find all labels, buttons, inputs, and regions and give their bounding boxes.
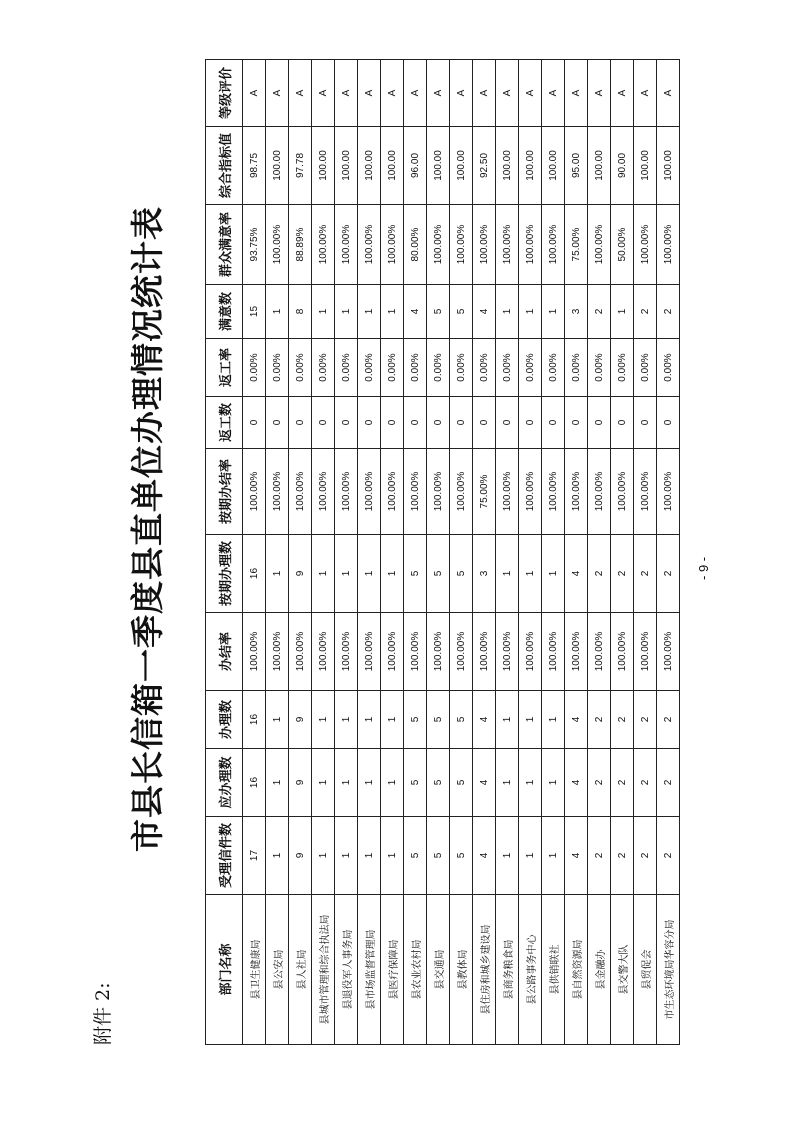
table-cell: 2: [657, 535, 680, 613]
table-cell: A: [611, 60, 634, 127]
department-name-cell: 县贸促会: [634, 895, 657, 1045]
table-row: [450, 60, 473, 1045]
table-cell: 0: [450, 397, 473, 449]
table-cell: 100.00%: [243, 449, 266, 535]
table-cell: 1: [519, 749, 542, 817]
table-cell: 100.00%: [312, 613, 335, 691]
table-cell: 100.00%: [542, 205, 565, 285]
table-cell: 100.00%: [427, 613, 450, 691]
table-cell: 75.00%: [473, 449, 496, 535]
table-cell: 1: [542, 691, 565, 749]
table-cell: 100.00%: [335, 449, 358, 535]
table-cell: A: [542, 60, 565, 127]
table-cell: 1: [335, 285, 358, 339]
table-header-row: [206, 60, 243, 1045]
table-cell: 0: [358, 397, 381, 449]
table-cell: 100.00%: [634, 449, 657, 535]
table-cell: 95.00: [565, 127, 588, 205]
table-cell: 1: [335, 817, 358, 895]
table-cell: 0.00%: [450, 339, 473, 397]
table-cell: 1: [312, 817, 335, 895]
table-cell: 1: [381, 817, 404, 895]
table-cell: 2: [634, 817, 657, 895]
table-cell: 1: [266, 691, 289, 749]
table-cell: 100.00%: [473, 613, 496, 691]
table-cell: 100.00: [266, 127, 289, 205]
table-cell: 16: [243, 691, 266, 749]
table-cell: 5: [404, 691, 427, 749]
table-cell: 4: [565, 817, 588, 895]
table-cell: 17: [243, 817, 266, 895]
department-name-cell: 县教体局: [450, 895, 473, 1045]
table-cell: 2: [611, 535, 634, 613]
department-name-cell: 县退役军人事务局: [335, 895, 358, 1045]
table-cell: 80.00%: [404, 205, 427, 285]
table-cell: 100.00%: [565, 613, 588, 691]
table-cell: A: [358, 60, 381, 127]
table-cell: 3: [473, 535, 496, 613]
table-cell: 0: [657, 397, 680, 449]
department-name-cell: 县公路事务中心: [519, 895, 542, 1045]
table-cell: 1: [542, 749, 565, 817]
table-cell: 100.00%: [312, 205, 335, 285]
table-cell: 97.78: [289, 127, 312, 205]
table-cell: 100.00%: [634, 613, 657, 691]
table-cell: 100.00: [542, 127, 565, 205]
table-cell: 1: [496, 535, 519, 613]
table-body: [243, 60, 680, 1045]
table-cell: 0.00%: [289, 339, 312, 397]
table-cell: 100.00%: [266, 205, 289, 285]
table-cell: 100.00%: [427, 449, 450, 535]
table-cell: A: [519, 60, 542, 127]
table-cell: 1: [312, 749, 335, 817]
table-cell: 90.00: [611, 127, 634, 205]
table-cell: 5: [427, 535, 450, 613]
department-name-cell: 县住房和城乡建设局: [473, 895, 496, 1045]
table-cell: 96.00: [404, 127, 427, 205]
table-cell: 100.00%: [450, 613, 473, 691]
table-cell: 100.00%: [542, 449, 565, 535]
table-cell: 16: [243, 535, 266, 613]
table-cell: 0.00%: [634, 339, 657, 397]
table-cell: 1: [381, 285, 404, 339]
table-cell: 2: [588, 535, 611, 613]
table-row: [473, 60, 496, 1045]
table-cell: 4: [565, 749, 588, 817]
table-cell: 9: [289, 749, 312, 817]
table-cell: 0: [289, 397, 312, 449]
table-cell: 4: [565, 535, 588, 613]
table-cell: 100.00%: [588, 449, 611, 535]
table-cell: 100.00: [519, 127, 542, 205]
table-cell: 100.00: [358, 127, 381, 205]
table-cell: A: [496, 60, 519, 127]
table-cell: 2: [634, 749, 657, 817]
department-name-cell: 县交通局: [427, 895, 450, 1045]
table-cell: 2: [588, 285, 611, 339]
column-header: 满意数: [206, 285, 243, 339]
column-header: 应办理数: [206, 749, 243, 817]
table-cell: 5: [404, 749, 427, 817]
table-cell: 0.00%: [542, 339, 565, 397]
table-cell: A: [565, 60, 588, 127]
department-name-cell: 县供销联社: [542, 895, 565, 1045]
table-cell: 2: [634, 691, 657, 749]
table-cell: 100.00%: [657, 613, 680, 691]
table-cell: 1: [381, 535, 404, 613]
table-cell: 100.00%: [588, 613, 611, 691]
table-cell: 93.75%: [243, 205, 266, 285]
table-cell: 100.00: [312, 127, 335, 205]
table-cell: 2: [634, 285, 657, 339]
table-cell: 0: [542, 397, 565, 449]
table-row: [611, 60, 634, 1045]
table-cell: 5: [427, 691, 450, 749]
table-cell: 0.00%: [312, 339, 335, 397]
table-cell: 0.00%: [519, 339, 542, 397]
table-cell: 2: [657, 817, 680, 895]
table-cell: 100.00%: [519, 449, 542, 535]
table-cell: 1: [358, 817, 381, 895]
table-cell: 100.00%: [381, 205, 404, 285]
table-cell: 88.89%: [289, 205, 312, 285]
table-cell: 100.00%: [611, 613, 634, 691]
table-cell: 2: [657, 749, 680, 817]
table-cell: 0.00%: [243, 339, 266, 397]
table-cell: 2: [657, 691, 680, 749]
table-cell: 2: [588, 691, 611, 749]
table-cell: A: [335, 60, 358, 127]
table-cell: 100.00%: [358, 449, 381, 535]
table-cell: 0: [496, 397, 519, 449]
table-cell: 100.00%: [312, 449, 335, 535]
department-name-cell: 县自然资源局: [565, 895, 588, 1045]
table-cell: 100.00%: [335, 613, 358, 691]
column-header: 按期办结率: [206, 449, 243, 535]
table-cell: 1: [335, 691, 358, 749]
table-cell: 100.00%: [634, 205, 657, 285]
column-header: 受理信件数: [206, 817, 243, 895]
table-cell: 1: [266, 749, 289, 817]
table-cell: A: [243, 60, 266, 127]
table-cell: 1: [312, 535, 335, 613]
table-cell: 1: [335, 535, 358, 613]
table-cell: 100.00%: [657, 449, 680, 535]
column-header: 群众满意率: [206, 205, 243, 285]
table-cell: 1: [266, 285, 289, 339]
department-name-cell: 县交警大队: [611, 895, 634, 1045]
table-row: [243, 60, 266, 1045]
column-header: 返工率: [206, 339, 243, 397]
table-cell: 1: [266, 817, 289, 895]
table-cell: 4: [473, 691, 496, 749]
table-cell: 0: [335, 397, 358, 449]
table-cell: 1: [496, 817, 519, 895]
department-name-cell: 县人社局: [289, 895, 312, 1045]
table-cell: 9: [289, 535, 312, 613]
table-cell: 0.00%: [565, 339, 588, 397]
table-cell: 100.00%: [588, 205, 611, 285]
table-cell: 0: [312, 397, 335, 449]
table-cell: 100.00%: [542, 613, 565, 691]
department-name-cell: 县公安局: [266, 895, 289, 1045]
table-cell: 100.00%: [404, 449, 427, 535]
table-cell: 0.00%: [496, 339, 519, 397]
table-cell: 0: [266, 397, 289, 449]
table-cell: 100.00%: [266, 613, 289, 691]
table-cell: 1: [381, 749, 404, 817]
table-cell: 0.00%: [404, 339, 427, 397]
table-cell: 100.00: [427, 127, 450, 205]
table-cell: 2: [634, 535, 657, 613]
table-cell: 0: [473, 397, 496, 449]
table-cell: 2: [611, 749, 634, 817]
table-cell: 100.00%: [427, 205, 450, 285]
table-cell: 0: [243, 397, 266, 449]
table-cell: A: [381, 60, 404, 127]
column-header: 综合指标值: [206, 127, 243, 205]
table-cell: 1: [519, 285, 542, 339]
table-cell: 0: [519, 397, 542, 449]
table-cell: 2: [657, 285, 680, 339]
table-row: [634, 60, 657, 1045]
column-header: 按期办理数: [206, 535, 243, 613]
table-cell: 100.00%: [519, 205, 542, 285]
table-cell: 4: [473, 817, 496, 895]
table-cell: A: [634, 60, 657, 127]
table-cell: 0: [611, 397, 634, 449]
table-cell: 1: [358, 749, 381, 817]
table-cell: A: [657, 60, 680, 127]
table-cell: 100.00%: [473, 205, 496, 285]
column-header: 办结率: [206, 613, 243, 691]
table-cell: 100.00: [496, 127, 519, 205]
table-cell: 15: [243, 285, 266, 339]
table-cell: 0.00%: [611, 339, 634, 397]
table-cell: 5: [404, 535, 427, 613]
table-cell: 0.00%: [335, 339, 358, 397]
table-cell: 1: [358, 285, 381, 339]
table-cell: 100.00: [657, 127, 680, 205]
table-cell: 0: [634, 397, 657, 449]
table-cell: 5: [450, 749, 473, 817]
table-cell: 2: [588, 749, 611, 817]
table-cell: 1: [519, 691, 542, 749]
department-name-cell: 县市场监督管理局: [358, 895, 381, 1045]
page-title: 市县长信箱一季度县直单位办理情况统计表: [128, 206, 167, 852]
table-cell: 1: [496, 691, 519, 749]
table-cell: 0.00%: [266, 339, 289, 397]
table-cell: 100.00: [588, 127, 611, 205]
table-cell: 0.00%: [588, 339, 611, 397]
table-cell: 100.00%: [657, 205, 680, 285]
table-cell: 0.00%: [473, 339, 496, 397]
table-cell: 0.00%: [427, 339, 450, 397]
table-cell: 100.00: [634, 127, 657, 205]
table-cell: 1: [381, 691, 404, 749]
table-cell: A: [473, 60, 496, 127]
table-cell: 75.00%: [565, 205, 588, 285]
table-cell: 5: [427, 749, 450, 817]
table-cell: 100.00%: [289, 449, 312, 535]
column-header: 部门名称: [206, 895, 243, 1045]
table-cell: 1: [358, 691, 381, 749]
table-cell: 5: [450, 285, 473, 339]
table-cell: A: [404, 60, 427, 127]
table-cell: 100.00%: [358, 613, 381, 691]
table-row: [565, 60, 588, 1045]
table-cell: 92.50: [473, 127, 496, 205]
table-cell: 5: [450, 817, 473, 895]
department-name-cell: 县医疗保障局: [381, 895, 404, 1045]
table-cell: 0.00%: [657, 339, 680, 397]
table-cell: 4: [473, 749, 496, 817]
table-cell: 100.00%: [335, 205, 358, 285]
table-cell: 100.00%: [381, 613, 404, 691]
attachment-label: 附件 2:: [92, 982, 114, 1045]
stats-table-container: [205, 60, 675, 1045]
table-cell: 4: [473, 285, 496, 339]
table-cell: 4: [565, 691, 588, 749]
department-name-cell: 县卫生健康局: [243, 895, 266, 1045]
column-header: 等级评价: [206, 60, 243, 127]
table-cell: 1: [542, 285, 565, 339]
table-row: [266, 60, 289, 1045]
table-cell: 100.00%: [496, 205, 519, 285]
stats-table: [205, 59, 680, 1045]
table-cell: 50.00%: [611, 205, 634, 285]
table-cell: 0: [381, 397, 404, 449]
table-cell: 100.00%: [243, 613, 266, 691]
table-cell: A: [289, 60, 312, 127]
table-row: [542, 60, 565, 1045]
column-header: 办理数: [206, 691, 243, 749]
department-name-cell: 县金融办: [588, 895, 611, 1045]
table-row: [427, 60, 450, 1045]
table-cell: 0: [427, 397, 450, 449]
department-name-cell: 县农业农村局: [404, 895, 427, 1045]
table-cell: 5: [450, 691, 473, 749]
department-name-cell: 市生态环境局华容分局: [657, 895, 680, 1045]
table-cell: 100.00%: [450, 449, 473, 535]
table-cell: 1: [312, 691, 335, 749]
table-cell: 2: [611, 817, 634, 895]
table-cell: 100.00: [381, 127, 404, 205]
table-cell: A: [427, 60, 450, 127]
table-cell: 98.75: [243, 127, 266, 205]
page-number: - 9 -: [696, 556, 711, 580]
table-cell: 100.00%: [519, 613, 542, 691]
table-cell: A: [312, 60, 335, 127]
table-cell: 16: [243, 749, 266, 817]
table-cell: 100.00%: [289, 613, 312, 691]
table-cell: 100.00%: [266, 449, 289, 535]
table-cell: 1: [266, 535, 289, 613]
table-cell: 1: [358, 535, 381, 613]
table-cell: 1: [519, 817, 542, 895]
table-cell: 100.00%: [496, 613, 519, 691]
table-cell: 100.00: [450, 127, 473, 205]
table-row: [358, 60, 381, 1045]
table-cell: 1: [542, 817, 565, 895]
table-cell: 3: [565, 285, 588, 339]
table-cell: 1: [496, 749, 519, 817]
table-row: [404, 60, 427, 1045]
table-cell: 100.00%: [611, 449, 634, 535]
table-cell: 2: [588, 817, 611, 895]
table-cell: A: [450, 60, 473, 127]
table-cell: 100.00%: [496, 449, 519, 535]
table-cell: 5: [404, 817, 427, 895]
table-cell: A: [588, 60, 611, 127]
table-cell: 1: [312, 285, 335, 339]
table-cell: 100.00%: [404, 613, 427, 691]
table-cell: 0: [565, 397, 588, 449]
table-cell: 1: [519, 535, 542, 613]
table-cell: 100.00%: [450, 205, 473, 285]
table-cell: 100.00%: [381, 449, 404, 535]
table-row: [335, 60, 358, 1045]
table-cell: 0: [588, 397, 611, 449]
table-cell: 1: [611, 285, 634, 339]
table-cell: 100.00%: [358, 205, 381, 285]
table-cell: 8: [289, 285, 312, 339]
table-cell: 0.00%: [381, 339, 404, 397]
table-row: [519, 60, 542, 1045]
table-cell: 9: [289, 817, 312, 895]
table-cell: A: [266, 60, 289, 127]
table-cell: 100.00: [335, 127, 358, 205]
department-name-cell: 县城市管理和综合执法局: [312, 895, 335, 1045]
table-cell: 1: [542, 535, 565, 613]
table-cell: 9: [289, 691, 312, 749]
table-cell: 1: [496, 285, 519, 339]
table-row: [588, 60, 611, 1045]
table-row: [496, 60, 519, 1045]
table-row: [312, 60, 335, 1045]
table-cell: 5: [427, 817, 450, 895]
department-name-cell: 县商务粮食局: [496, 895, 519, 1045]
table-cell: 0.00%: [358, 339, 381, 397]
table-cell: 1: [335, 749, 358, 817]
table-cell: 100.00%: [565, 449, 588, 535]
table-cell: 5: [427, 285, 450, 339]
table-row: [289, 60, 312, 1045]
table-cell: 0: [404, 397, 427, 449]
column-header: 返工数: [206, 397, 243, 449]
table-cell: 2: [611, 691, 634, 749]
table-cell: 5: [450, 535, 473, 613]
table-row: [381, 60, 404, 1045]
table-row: [657, 60, 680, 1045]
table-cell: 4: [404, 285, 427, 339]
